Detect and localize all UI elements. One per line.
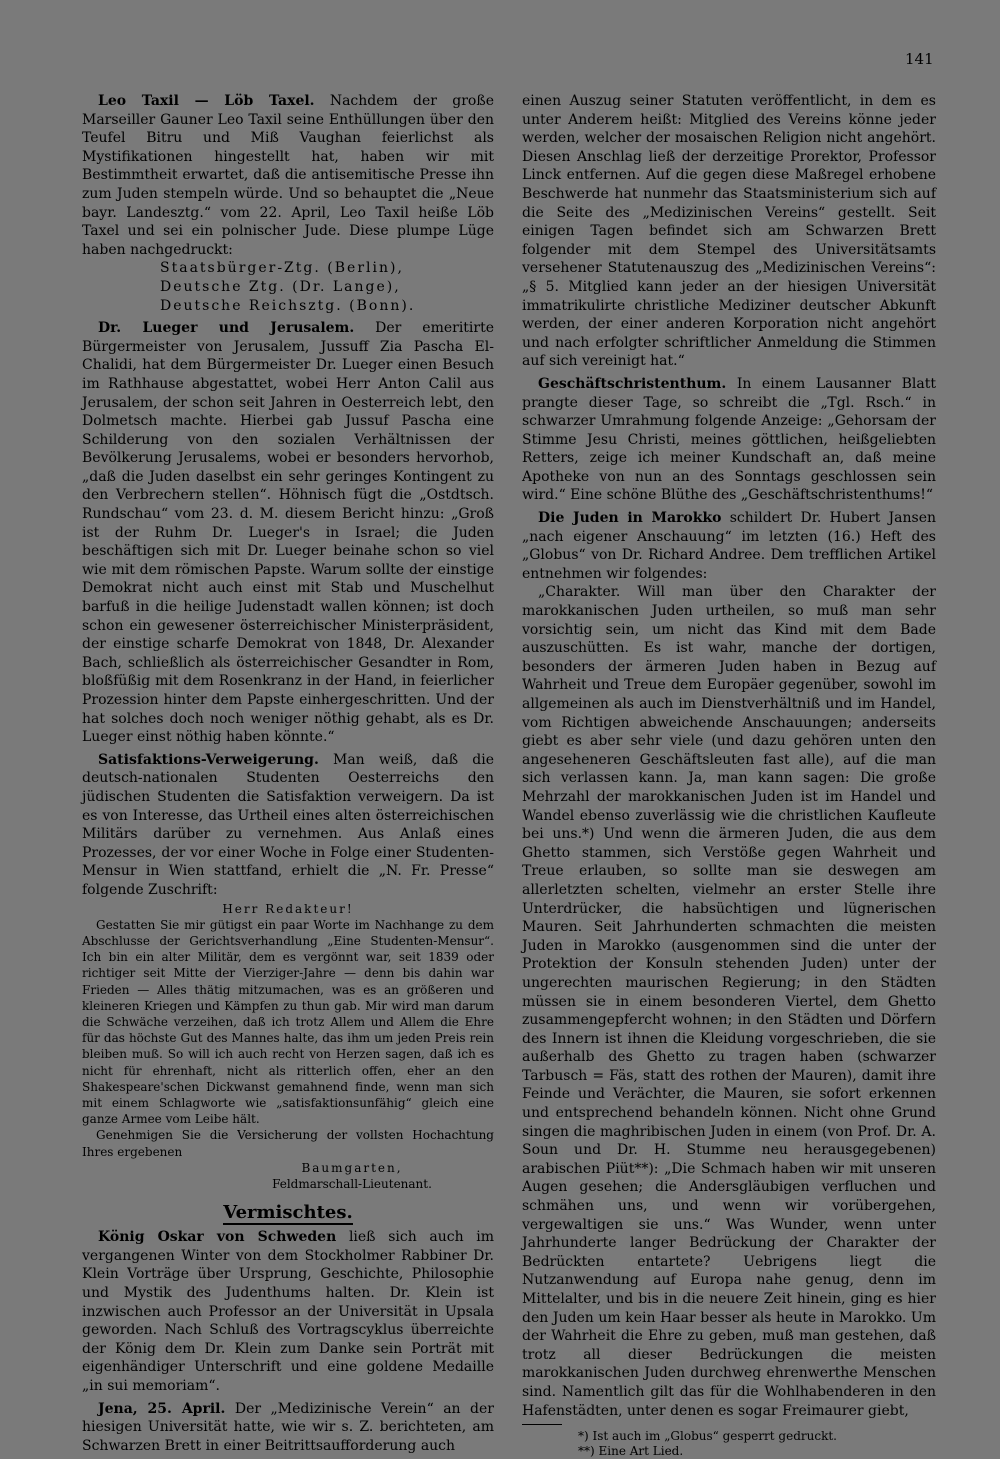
signature-title: Feldmarschall-Lieutenant. bbox=[272, 1176, 432, 1191]
letter-paragraph: Gestatten Sie mir gütigst ein paar Worte im Nachhange zu dem Abschlusse der Gerichtsverhandlung „Eine Studenten-Mensur“. Ich bin ein alter Militär, dem es vergönnt war, seit 1839 oder richtiger seit Mitte der Vierziger-Jahre — denn bis dahin war Frieden — Alles thätig mitzumachen, was es an größeren und kleineren Kriegen und Kämpfen zu thun gab. Mir wird man darum die Schwäche verzeihen, daß ich trotz Allem und Allem die Ehre für das höchste Gut des Mannes halte, das ihm um jeden Preis rein bleiben muß. So will ich auch recht von Herzen sagen, daß ich es nicht für ehrenhaft, nicht als ritterlich offen, eher an den Shakespeare'schen Dickwanst gemahnend finde, wenn man sich mit einem Schlagworte wie „satisfaktionsunfähig“ gleich eine ganze Armee vom Leibe hält. bbox=[82, 917, 494, 1127]
article-lueger bbox=[82, 319, 494, 747]
article-jena-continued: einen Auszug seiner Statuten veröffentlicht, in dem es unter Anderem heißt: Mitglied des Vereins könne jeder werden, welcher der mosaischen Religion nicht angehört. Diesen Anschlag ließ der derzeitige Prorektor, Professor Linck entfernen. Auf die gegen diese Maßregel erhobene Beschwerde hat nunmehr das Staatsministerium sich auf die Seite des „Medizinischen Vereins“ gestellt. Seit einigen Tagen befindet sich am Schwarzen Brett folgender mit dem Stempel des Universitätsamts versehener Statutenauszug des „Medizinischen Vereins“: „§ 5. Mitglied kann jeder an der hiesigen Universität immatrikulirte christliche Mediziner deutscher Abkunft werden, der einer anderen Korporation nicht angehört und nach erfolgter schriftlicher Anmeldung die Stimmen auf sich vereinigt hat.“ bbox=[522, 93, 936, 370]
list-item: Deutsche Reichsztg. (Bonn). bbox=[160, 297, 416, 314]
footnote: **) Eine Art Lied. bbox=[578, 1444, 684, 1459]
letter-salutation: Herr Redakteur! bbox=[222, 901, 354, 916]
article-heading: Jena, 25. April. bbox=[98, 1400, 226, 1417]
section-title: Vermischtes. bbox=[223, 1202, 353, 1224]
article-heading: Satisfaktions-Verweigerung. bbox=[98, 751, 319, 768]
article-body: Der emeritirte Bürgermeister von Jerusalem, Jussuff Zia Pascha El-Chalidi, hat dem Bürgermeister Dr. Lueger einen Besuch im Rathhause abgestattet, wobei Herr Anton Calil aus Jerusalem, der schon seit Jahren in Oesterreich lebt, den Dolmetsch machte. Hierbei gab Jussuf Pascha eine Schilderung von den sozialen Verhältnissen der Bevölkerung Jerusalems, wobei er besonders hervorhob, „daß die Juden daselbst ein sehr geringes Kontingent zu den Verbrechern stellen“. Höhnisch fügt die „Ostdtsch. Rundschau“ vom 23. d. M. diesem Bericht hinzu: „Groß ist der Ruhm Dr. Lueger's in Israel; die Juden beschäftigen sich mit Dr. Lueger beinahe schon so viel wie mit dem römischen Papste. Warum sollte der einstige Demokrat nicht auch einst mit Stab und Muschelhut barfuß in die heilige Judenstadt wallen können; ist doch schon ein gewesener österreichischer Ministerpräsident, der einstige scharfe Demokrat von 1848, Dr. Alexander Bach, schließlich als österreichischer Gesandter in Rom, bloßfüßig mit dem Rosenkranz in der Hand, in feierlicher Prozession hinter dem Papste einhergeschritten. Und der hat solches doch noch weniger nöthig gehabt, als es Dr. Lueger einst nöthig haben könnte.“ bbox=[82, 320, 494, 746]
list-item: Deutsche Ztg. (Dr. Lange), bbox=[160, 278, 401, 295]
footnote: *) Ist auch im „Globus“ gesperrt gedruckt. bbox=[578, 1429, 837, 1444]
article-body: ließ sich auch im vergangenen Winter von dem Stockholmer Rabbiner Dr. Klein Vorträge über Ursprung, Geschichte, Philosophie und Mystik des Judenthums halten. Dr. Klein ist inzwischen auch Professor an der Universität in Upsala geworden. Nach Schluß des Vortragscyklus überreichte der König dem Dr. Klein zum Danke sein Porträt mit eigenhändiger Unterschrift und eine goldene Medaille „in sui memoriam“. bbox=[82, 1229, 495, 1394]
article-heading: Die Juden in Marokko bbox=[538, 510, 722, 527]
article-body: Man weiß, daß die deutsch-nationalen Studenten Oesterreichs den jüdischen Studenten die Satisfaktion verweigern. Da ist es von Interesse, das Urtheil eines alten österreichischen Militärs darüber zu vernehmen. Aus Anlaß eines Prozesses, der vor einer Woche in Folge einer Studenten-Mensur in Wien stattfand, erhielt die „N. Fr. Presse“ folgende Zuschrift: bbox=[82, 751, 495, 898]
reader-letter bbox=[82, 901, 494, 1193]
article-heading: Dr. Lueger und Jerusalem. bbox=[98, 320, 355, 337]
letter-paragraph: Genehmigen Sie die Versicherung der vollsten Hochachtung Ihres ergebenen bbox=[82, 1128, 494, 1159]
article-satisfaktion bbox=[82, 751, 494, 900]
article-heading: Leo Taxil — Löb Taxel. bbox=[98, 93, 315, 109]
article-body: Nachdem der große Marseiller Gauner Leo Taxil seine Enthüllungen über den Teufel Bitru und Miß Vaughan feierlichst als Mystifikationen hingestellt hat, haben wir mit Bestimmtheit erwartet, daß die antisemitische Presse ihn zum Juden stempeln würde. Und so behauptet die „Neue bayr. Landesztg.“ vom 22. April, Leo Taxil heiße Löb Taxel und sei ein polnischer Jude. Diese plumpe Lüge haben nachgedruckt: bbox=[82, 93, 494, 258]
article-body: schildert Dr. Hubert Jansen „nach eigener Anschauung“ im letzten (16.) Heft des „Globus“ von Dr. Richard Andree. Dem trefflichen Artikel entnehmen wir folgendes: bbox=[522, 510, 936, 582]
article-body: Der „Medizinische Verein“ an der hiesigen Universität hatte, wie wir s. Z. berichteten, am Schwarzen Brett in einer Beitrittsaufforderung auch bbox=[82, 1400, 494, 1454]
footnote-divider bbox=[522, 1424, 562, 1425]
article-heading: Geschäftschristenthum. bbox=[538, 375, 727, 392]
article-geschaeft bbox=[522, 375, 936, 505]
article-body: In einem Lausanner Blatt prangte dieser Tage, so schreibt die „Tgl. Rsch.“ in schwarzer Umrahmung folgende Anzeige: „Gehorsam der Stimme Jesu Christi, meines göttlichen, heißgeliebten Retters, zeige ich meiner Kundschaft an, daß meine Apotheke von nun an des Sonntags geschlossen sein wird.“ Eine schöne Blüthe des „Geschäftschristenthums!“ bbox=[522, 375, 936, 504]
page-number: 141 bbox=[905, 50, 934, 68]
article-heading: König Oskar von Schweden bbox=[98, 1229, 337, 1246]
left-column bbox=[82, 92, 494, 1455]
article-oskar bbox=[82, 1228, 494, 1395]
right-column bbox=[522, 92, 936, 1459]
signature-name: Baumgarten, bbox=[301, 1160, 403, 1175]
article-jena bbox=[82, 1400, 494, 1456]
reprint-list bbox=[160, 259, 494, 315]
letter-signature bbox=[82, 1160, 494, 1192]
article-marokko-quote: „Charakter. Will man über den Charakter der marokkanischen Juden urtheilen, so muß man sehr vorsichtig sein, um nicht das Kind mit dem Bade auszuschütten. Es ist wahr, manche der dortigen, besonders der ärmeren Juden haben in Bezug auf Wahrheit und Treue dem Europäer gegenüber, sowohl im allgemeinen als auch im Dienstverhältniß und im Handel, vom Richtigen abweichende Anschauungen; anderseits giebt es aber sehr viele (und dazu gehören unten den angeseheneren Geschäftsleuten fast alle), auf die man sich verlassen kann. Ja, man kann sagen: Die große Mehrzahl der marokkanischen Juden ist im Handel und Wandel ebenso zuverlässig wie die christlichen Kaufleute bei uns.*) Und wenn die ärmeren Juden, die aus dem Ghetto stammen, sich Verstöße gegen Wahrheit und Treue erlauben, so sollte man sie deswegen am allerletzten schelten, vielmehr an erster Stelle ihre Unterdrücker, die habsüchtigen und lügnerischen Mauren. Seit Jahrhunderten schmachten die meisten Juden in Marokko (ausgenommen sind die unter der Protektion der Konsuln stehenden Juden) unter der ungerechten maurischen Regierung; in den Städten müssen sie in einem besonderen Viertel, dem Ghetto zusammengepfercht wohnen; in den Städten und Dörfern des Innern ist ihnen die Kleidung vorgeschrieben, die sie außerhalb des Ghetto zu tragen haben (schwarzer Tarbusch = Fäs, statt des rothen der Mauren), damit ihre Feinde und Verächter, die Mauren, sie sofort erkennen und entsprechend behandeln können. Nicht ohne Grund singen die maghribischen Juden in einem (von Prof. Dr. A. Soun und Dr. H. Stumme neu herausgegebenen) arabischen Piüt**): „Die Schmach haben wir mit unseren Augen gesehen; die Andersgläubigen verfluchen und schmähen uns, und wenn wir vorübergehen, vergewaltigen sie uns.“ Was Wunder, wenn unter Jahrhunderte langer Bedrückung der Charakter der Bedrückten entartete? Uebrigens liegt die Nutzanwendung auf Europa nahe genug, denn im Mittelalter, und bis in die neuere Zeit hinein, ging es hier den Juden um kein Haar besser als heute in Marokko. Um der Wahrheit die Ehre zu geben, muß man gestehen, daß trotz all dieser Bedrückungen die meisten marokkanischen Juden durchweg ehrenwerthe Menschen sind. Namentlich gilt das für die Wohlhabenderen in den Hafenstädten, unter denen es sogar Freimaurer giebt, bbox=[522, 584, 936, 1419]
article-taxil bbox=[82, 92, 494, 259]
list-item: Staatsbürger-Ztg. (Berlin), bbox=[160, 260, 404, 277]
article-marokko bbox=[522, 509, 936, 583]
